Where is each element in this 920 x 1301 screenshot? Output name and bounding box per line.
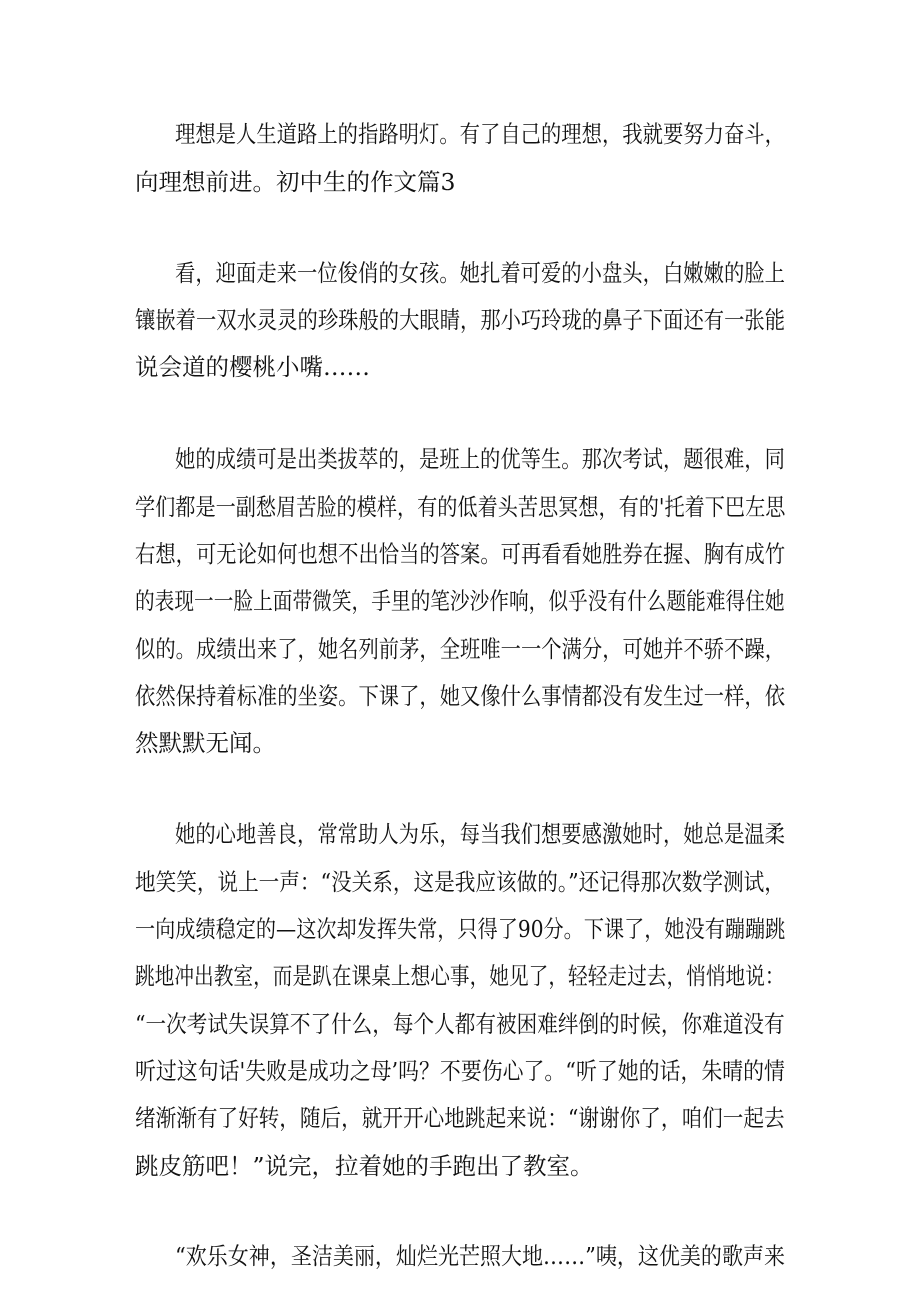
text-line: 绪渐渐有了好转，随后，就开开心地跳起来说：“谢谢你了，咱们一起去 <box>135 1104 785 1132</box>
text-line: 似的。成绩出来了，她名列前茅，全班唯一一个满分，可她并不骄不躁， <box>135 635 786 663</box>
text-line: 学们都是一副愁眉苦脸的模样，有的低着头苦思冥想，有的'托着下巴左思 <box>135 493 786 521</box>
text-line: 跳皮筋吧！”说完，拉着她的手跑出了教室。 <box>135 1152 594 1180</box>
text-line: 镶嵌着一双水灵灵的珍珠般的大眼睛，那小巧玲珑的鼻子下面还有一张能 <box>135 306 786 334</box>
text-line: 理想是人生道路上的指路明灯。有了自己的理想，我就要努力奋斗， <box>175 120 785 148</box>
text-line: 她的心地善良，常常助人为乐，每当我们想要感激她时，她总是温柔 <box>175 820 785 848</box>
text-line: 跳地冲出教室，而是趴在课桌上想心事，她见了，轻轻走过去，悄悄地说： <box>135 962 785 990</box>
text-line: “欢乐女神，圣洁美丽，灿烂光芒照大地……”咦，这优美的歌声来 <box>175 1242 786 1270</box>
text-line: 右想，可无论如何也想不出恰当的答案。可再看看她胜券在握、胸有成竹 <box>135 540 786 568</box>
text-line: 一向成绩稳定的—这次却发挥失常，只得了90分。下课了，她没有蹦蹦跳 <box>135 915 786 943</box>
text-line: “一次考试失误算不了什么，每个人都有被困难绊倒的时候，你难道没有 <box>135 1010 785 1038</box>
text-line: 听过这句话'失败是成功之母’吗？不要伤心了。“听了她的话，朱晴的情 <box>135 1057 785 1085</box>
text-line: 的表现一一脸上面带微笑，手里的笔沙沙作响，似乎没有什么题能难得住她 <box>135 587 785 615</box>
text-line: 说会道的樱桃小嘴…… <box>135 353 370 381</box>
text-line: 向理想前进。初中生的作文篇3 <box>135 168 456 196</box>
text-line: 看，迎面走来一位俊俏的女孩。她扎着可爱的小盘头，白嫩嫩的脸上 <box>175 259 785 287</box>
text-line: 她的成绩可是出类拔萃的，是班上的优等生。那次考试，题很难，同 <box>175 445 785 473</box>
text-line: 地笑笑，说上一声：“没关系，这是我应该做的。”还记得那次数学测试， <box>135 868 785 896</box>
text-line: 然默默无闻。 <box>135 729 276 757</box>
text-line: 依然保持着标准的坐姿。下课了，她又像什么事情都没有发生过一样，依 <box>135 682 786 710</box>
